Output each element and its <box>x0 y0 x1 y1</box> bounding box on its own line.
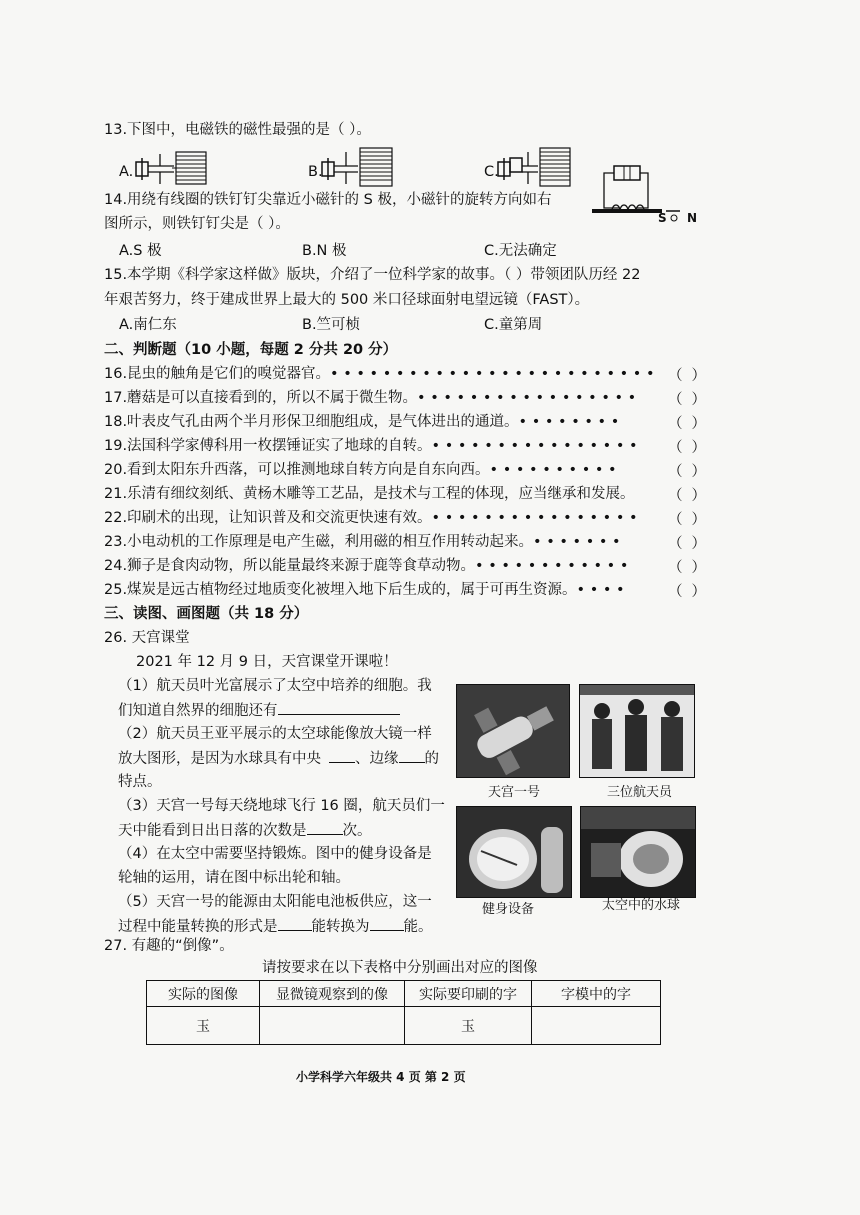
judge-paren-25[interactable]: （ ） <box>668 584 706 600</box>
answer-blank[interactable] <box>307 820 343 835</box>
electromagnet-a-figure <box>132 146 212 188</box>
answer-blank[interactable] <box>278 700 400 715</box>
inverted-image-table <box>146 980 661 1045</box>
table-header-actual-image: 实际的图像 <box>147 981 260 1007</box>
q27-instruction: 请按要求在以下表格中分别画出对应的图像 <box>262 960 538 976</box>
tiangong-photo <box>456 684 570 778</box>
q26-3-line2: 天中能看到日出日落的次数是 次。 <box>118 820 372 841</box>
water-ball-photo <box>580 806 696 898</box>
judge-item-17: 17.蘑菇是可以直接看到的，所以不属于微生物。• • • • • • • • • • • • • • • • • <box>104 390 637 406</box>
q26-2-line3: 特点。 <box>118 774 162 790</box>
q13-option-a: A. <box>119 164 134 180</box>
judge-paren-18[interactable]: （ ） <box>668 416 706 432</box>
answer-blank[interactable] <box>329 748 355 763</box>
q14-line1: 14.用绕有线圈的铁钉钉尖靠近小磁针的 S 极，小磁针的旋转方向如右 <box>104 192 552 208</box>
judge-paren-16[interactable]: （ ） <box>668 368 706 384</box>
section2-title: 二、判断题（10 小题，每题 2 分共 20 分） <box>104 342 398 358</box>
q26-3-line1: （3）天宫一号每天绕地球飞行 16 圈，航天员们一 <box>118 798 445 814</box>
q26-2-line2: 放大图形，是因为水球具有中央 、边缘 的 <box>118 748 439 769</box>
judge-item-18: 18.叶表皮气孔由两个半月形保卫细胞组成，是气体进出的通道。• • • • • • • • <box>104 414 620 430</box>
q14-line2: 图所示，则铁钉钉尖是（ ）。 <box>104 216 290 232</box>
q26-1-line2: 们知道自然界的细胞还有 <box>118 700 400 721</box>
judge-paren-17[interactable]: （ ） <box>668 392 706 408</box>
page-footer: 小学科学六年级共 4 页 第 2 页 <box>296 1070 466 1084</box>
answer-blank[interactable] <box>278 916 312 931</box>
judge-item-16: 16.昆虫的触角是它们的嗅觉器官。• • • • • • • • • • • • • • • • • • • • • • • • • <box>104 366 655 382</box>
judge-paren-24[interactable]: （ ） <box>668 560 706 576</box>
caption-fitness: 健身设备 <box>482 902 535 917</box>
q26-4-line1: （4）在太空中需要坚持锻炼。图中的健身设备是 <box>118 846 432 862</box>
judge-paren-22[interactable]: （ ） <box>668 512 706 528</box>
table-header-microscope-image: 显微镜观察到的像 <box>260 981 405 1007</box>
electromagnet-b-figure <box>318 144 398 190</box>
q13-option-b: B. <box>308 164 323 180</box>
table-cell-actual-image: 玉 <box>147 1007 260 1045</box>
q14-option-c: C.无法确定 <box>484 243 557 259</box>
answer-blank[interactable] <box>370 916 404 931</box>
q26-5-line2: 过程中能量转换的形式是 能转换为 能。 <box>118 916 433 937</box>
judge-paren-19[interactable]: （ ） <box>668 440 706 456</box>
judge-item-24: 24.狮子是食肉动物，所以能量最终来源于鹿等食草动物。• • • • • • • • • • • • <box>104 558 629 574</box>
q26-5-line1: （5）天宫一号的能源由太阳能电池板供应，这一 <box>118 894 432 910</box>
q14-option-b: B.N 极 <box>302 243 347 259</box>
q15-option-c: C.童第周 <box>484 317 543 333</box>
astronauts-photo <box>579 684 695 778</box>
q13-option-c: C. <box>484 164 499 180</box>
fitness-equipment-photo[interactable] <box>456 806 572 898</box>
caption-water-ball: 太空中的水球 <box>602 898 681 913</box>
judge-item-19: 19.法国科学家傅科用一枚摆锤证实了地球的自转。• • • • • • • • • • • • • • • • <box>104 438 638 454</box>
q13-text: 13.下图中，电磁铁的磁性最强的是（ ）。 <box>104 122 371 138</box>
q26-intro: 2021 年 12 月 9 日，天宫课堂开课啦！ <box>136 654 398 670</box>
q26-1-line1: （1）航天员叶光富展示了太空中培养的细胞。我 <box>118 678 432 694</box>
table-cell-microscope-answer[interactable] <box>260 1007 405 1045</box>
judge-item-20: 20.看到太阳东升西落，可以推测地球自转方向是自东向西。• • • • • • • • • • <box>104 462 617 478</box>
compass-n-label: N <box>687 211 698 225</box>
judge-paren-20[interactable]: （ ） <box>668 464 706 480</box>
q14-option-a: A.S 极 <box>119 243 162 259</box>
q15-option-a: A.南仁东 <box>119 317 177 333</box>
q26-title: 26. 天宫课堂 <box>104 630 190 646</box>
electromagnet-c-figure <box>494 144 576 190</box>
q15-line1: 15.本学期《科学家这样做》版块，介绍了一位科学家的故事。（ ）带领团队历经 22 <box>104 267 641 283</box>
q15-option-b: B.竺可桢 <box>302 317 361 333</box>
table-cell-print-character: 玉 <box>405 1007 532 1045</box>
caption-astronauts: 三位航天员 <box>607 785 673 800</box>
q26-2-line1: （2）航天员王亚平展示的太空球能像放大镜一样 <box>118 726 432 742</box>
section3-title: 三、读图、画图题（共 18 分） <box>104 606 309 622</box>
judge-item-21: 21.乐清有细纹刻纸、黄杨木雕等工艺品，是技术与工程的体现，应当继承和发展。 <box>104 486 635 502</box>
judge-item-22: 22.印刷术的出现，让知识普及和交流更快速有效。• • • • • • • • • • • • • • • • <box>104 510 638 526</box>
q27-title: 27. 有趣的“倒像”。 <box>104 938 234 954</box>
answer-blank[interactable] <box>399 748 425 763</box>
q15-line2: 年艰苦努力，终于建成世界上最大的 500 米口径球面射电望远镜（FAST）。 <box>104 292 590 308</box>
table-header-print-character: 实际要印刷的字 <box>405 981 532 1007</box>
table-cell-type-answer[interactable] <box>532 1007 661 1045</box>
compass-s-label: S <box>658 211 667 225</box>
caption-tiangong: 天宫一号 <box>488 785 541 800</box>
judge-paren-23[interactable]: （ ） <box>668 536 706 552</box>
table-header-type-character: 字模中的字 <box>532 981 661 1007</box>
judge-item-23: 23.小电动机的工作原理是电产生磁，利用磁的相互作用转动起来。• • • • • • • <box>104 534 621 550</box>
q26-4-line2: 轮轴的运用，请在图中标出轮和轴。 <box>118 870 350 886</box>
judge-item-25: 25.煤炭是远古植物经过地质变化被埋入地下后生成的，属于可再生资源。• • • • <box>104 582 625 598</box>
judge-paren-21[interactable]: （ ） <box>668 488 706 504</box>
